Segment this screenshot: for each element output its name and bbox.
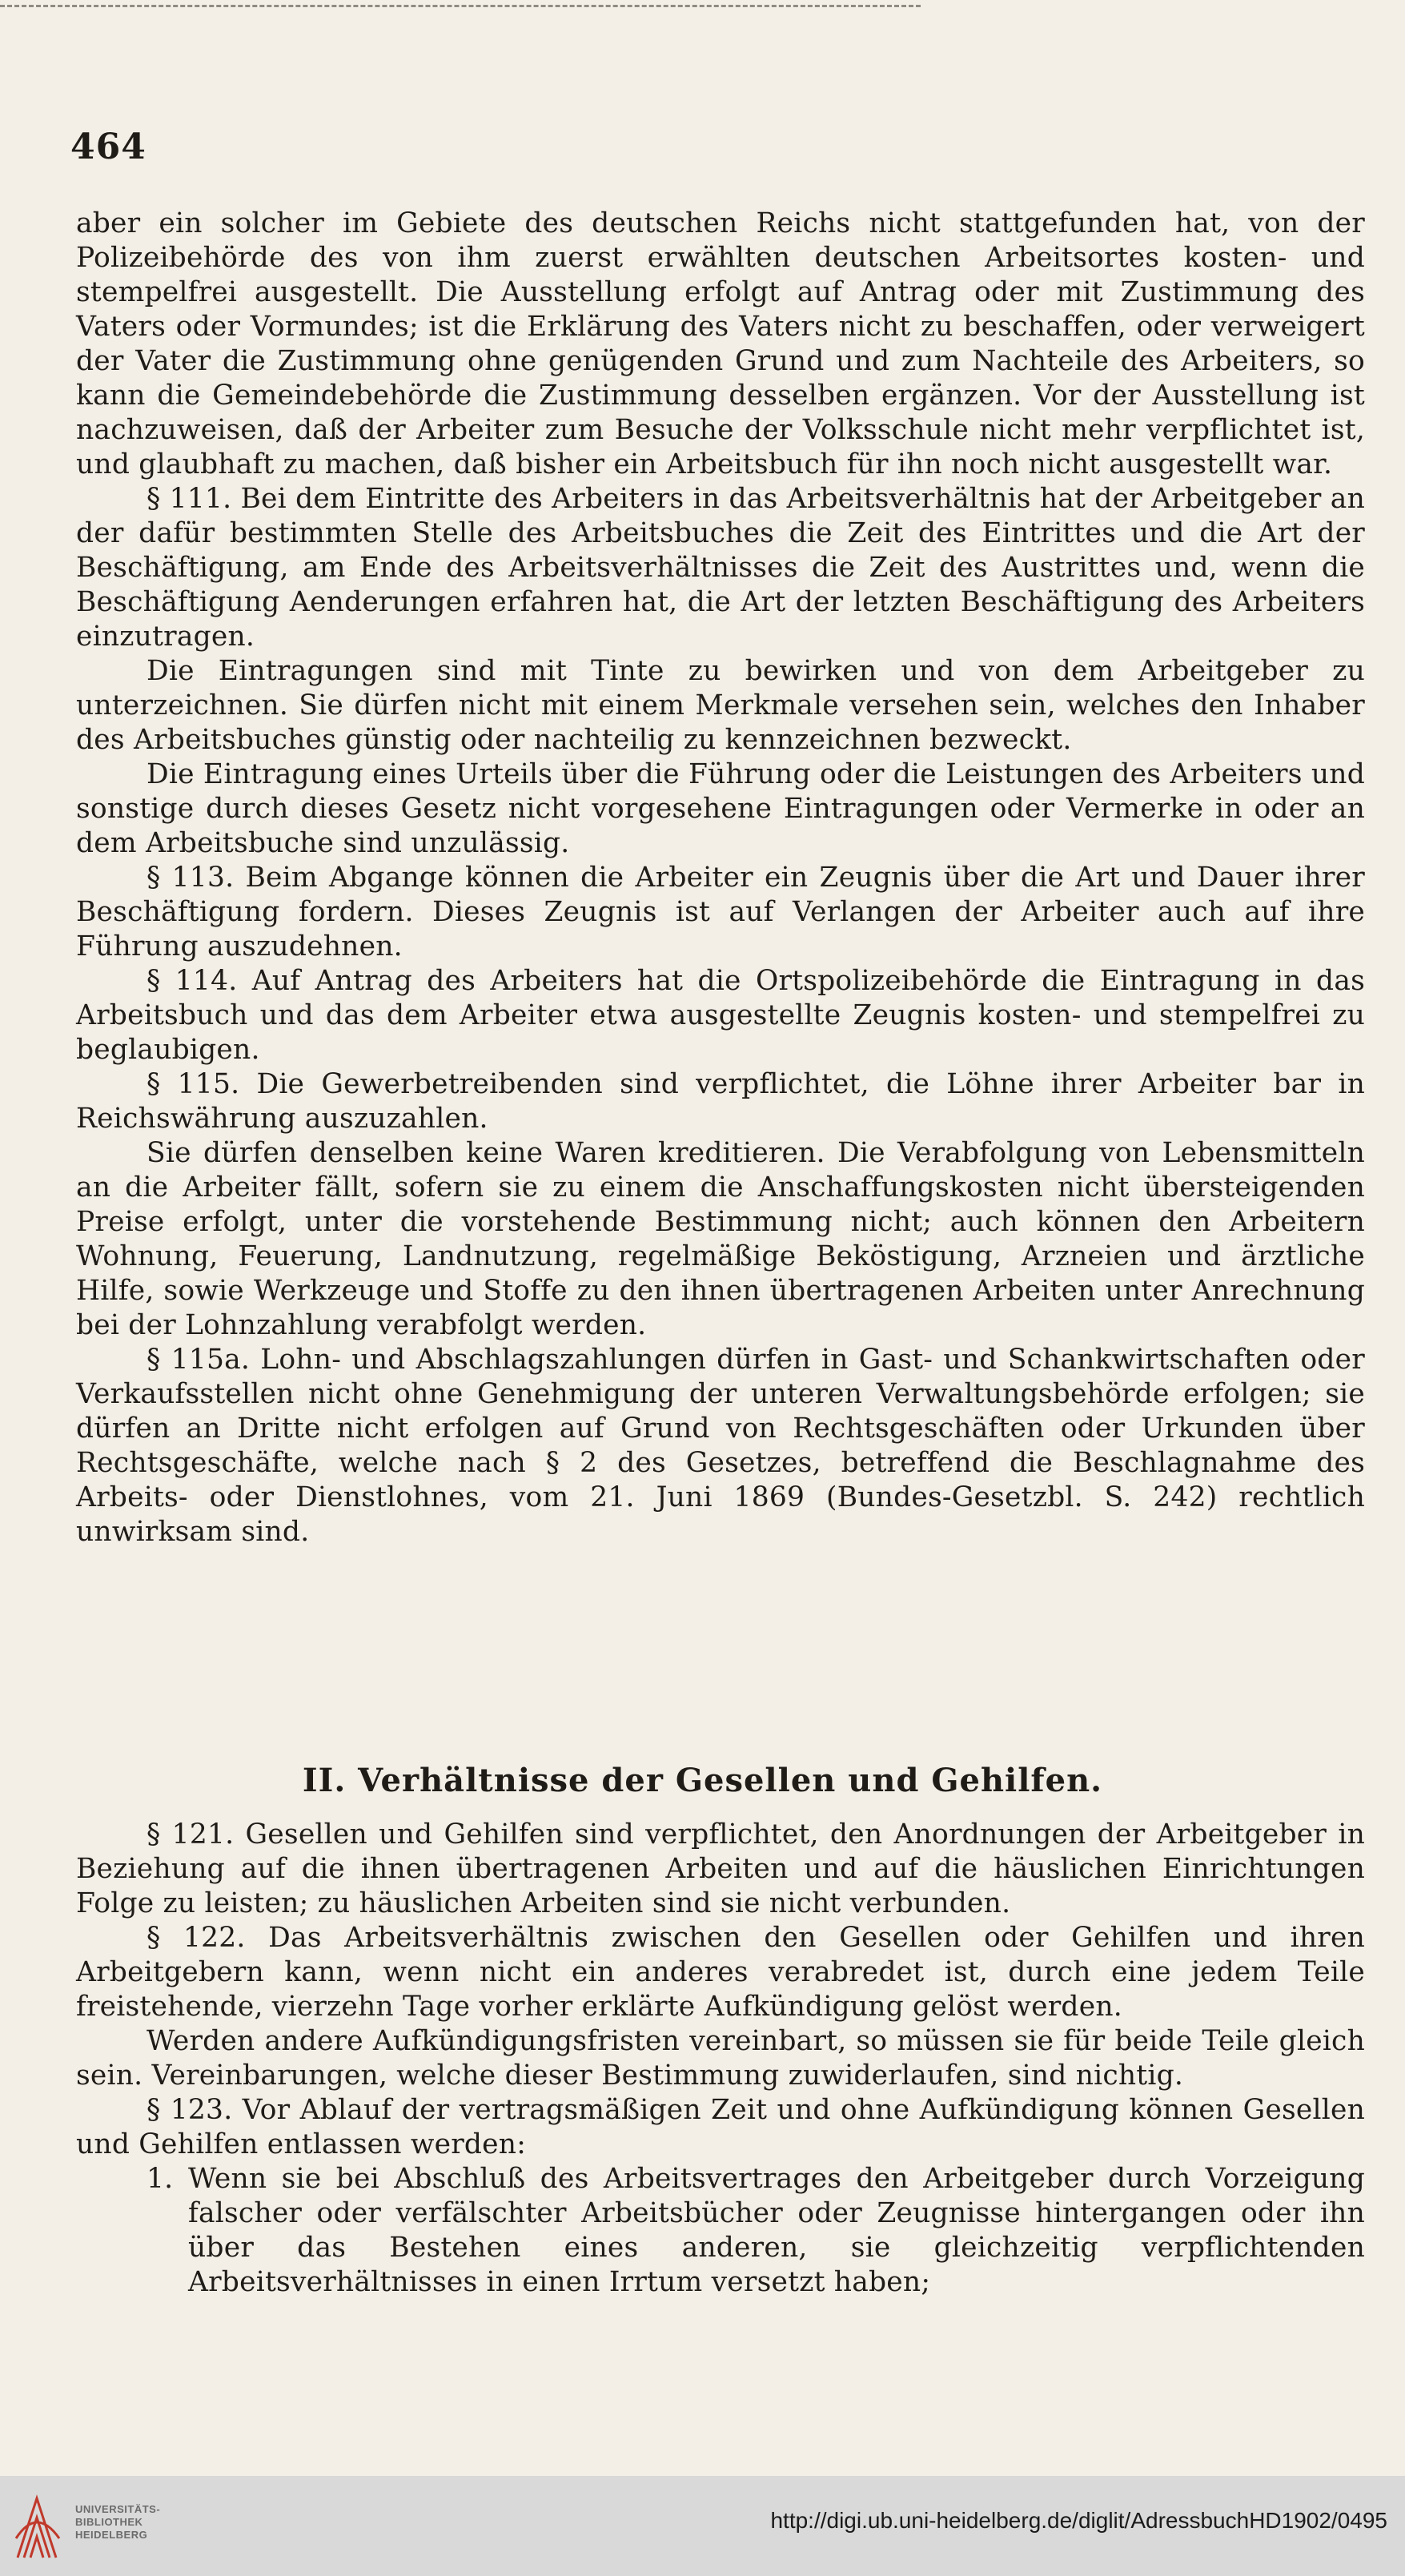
logo-line-3: HEIDELBERG xyxy=(75,2529,148,2541)
library-logo-icon xyxy=(13,2490,62,2562)
paragraph-123: § 123. Vor Ablauf der vertragsmäßigen Zeit und ohne Aufkündigung können Gesellen und Gehilfen entlassen werden: xyxy=(76,2094,1365,2160)
paragraph-113: § 113. Beim Abgange können die Arbeiter ein Zeugnis über die Art und Dauer ihrer Beschäftigung fordern. Dieses Zeugnis ist auf Verlangen der Arbeiter auch auf ihre Führung auszudehnen. xyxy=(76,862,1365,962)
paragraph-fristen: Werden andere Aufkündigungsfristen vereinbart, so müssen sie für beide Teile gleich sein. Vereinbarungen, welche dieser Bestimmung zuwiderlaufen, sind nichtig. xyxy=(76,2025,1365,2092)
paragraph-urteil: Die Eintragung eines Urteils über die Führung oder die Leistungen des Arbeiters und sonstige durch dieses Gesetz nicht vorgesehene Eintragungen oder Vermerke in oder an dem Arbeitsbuche sind unzulässig. xyxy=(76,758,1365,859)
list-item-number: 1. xyxy=(147,2163,174,2195)
paragraph-eintragungen: Die Eintragungen sind mit Tinte zu bewirken und von dem Arbeitgeber zu unterzeichnen. Sie dürfen nicht mit einem Merkmale versehen sein, welches den Inhaber des Arbeitsbuches günstig oder nachteilig zu kennzeichnen bezweckt. xyxy=(76,655,1365,756)
library-logo-text xyxy=(75,2503,160,2542)
main-text-section-1 xyxy=(76,207,1365,1549)
list-item-1 xyxy=(76,2162,1365,2300)
list-item-text: Wenn sie bei Abschluß des Arbeitsvertrages den Arbeitgeber durch Vorzeigung falscher oder verfälschter Arbeitsbücher oder Zeugnisse hintergangen oder ihn über das Bestehen eines anderen, sie gleichzeitig verpflichtenden Arbeitsverhältnisses in einen Irrtum versetzt haben; xyxy=(188,2163,1365,2298)
logo-line-1: UNIVERSITÄTS- xyxy=(75,2503,161,2515)
paragraph-115a: § 115a. Lohn- und Abschlagszahlungen dürfen in Gast- und Schankwirtschaften oder Verkaufsstellen nicht ohne Genehmigung der unteren Verwaltungsbehörde erfolgen; sie dürfen an Dritte nicht erfolgen auf Grund von Rechtsgeschäften oder Urkunden über Rechtsgeschäfte, welche nach § 2 des Gesetzes, betreffend die Beschlagnahme des Arbeits- oder Dienstlohnes, vom 21. Juni 1869 (Bundes-Gesetzbl. S. 242) rechtlich unwirksam sind. xyxy=(76,1344,1365,1548)
source-url-link[interactable]: http://digi.ub.uni-heidelberg.de/diglit/AdressbuchHD1902/0495 xyxy=(770,2508,1387,2533)
paragraph-waren: Sie dürfen denselben keine Waren kreditieren. Die Verabfolgung von Lebensmitteln an die Arbeiter fällt, sofern sie zu einem die Anschaffungskosten nicht übersteigenden Preise erfolgt, unter die vorstehende Bestimmung nicht; auch können den Arbeitern Wohnung, Feuerung, Landnutzung, regelmäßige Beköstigung, Arzneien und ärztliche Hilfe, sowie Werkzeuge und Stoffe zu den ihnen übertragenen Arbeiten unter Anrechnung bei der Lohnzahlung verabfolgt werden. xyxy=(76,1137,1365,1341)
paragraph-115: § 115. Die Gewerbetreibenden sind verpflichtet, die Löhne ihrer Arbeiter bar in Reichswährung auszuzahlen. xyxy=(76,1068,1365,1135)
paragraph-114: § 114. Auf Antrag des Arbeiters hat die Ortspolizeibehörde die Eintragung in das Arbeitsbuch und das dem Arbeiter etwa ausgestellte Zeugnis kosten- und stempelfrei zu beglaubigen. xyxy=(76,965,1365,1066)
scan-edge-line xyxy=(0,5,921,7)
paragraph-121: § 121. Gesellen und Gehilfen sind verpflichtet, den Anordnungen der Arbeitgeber in Beziehung auf die ihnen übertragenen Arbeiten und auf die häuslichen Einrichtungen Folge zu leisten; zu häuslichen Arbeiten sind sie nicht verbunden. xyxy=(76,1818,1365,1919)
paragraph-111: § 111. Bei dem Eintritte des Arbeiters in das Arbeitsverhältnis hat der Arbeitgeber an der dafür bestimmten Stelle des Arbeitsbuches die Zeit des Eintrittes und die Art der Beschäftigung, am Ende des Arbeitsverhältnisses die Zeit des Austrittes und, wenn die Beschäftigung Aenderungen erfahren hat, die Art der letzten Beschäftigung des Arbeiters einzutragen. xyxy=(76,483,1365,653)
logo-line-2: BIBLIOTHEK xyxy=(75,2516,143,2528)
page-number: 464 xyxy=(70,127,147,167)
main-text-section-2 xyxy=(76,1818,1365,2300)
section-heading: II. Verhältnisse der Gesellen und Gehilfen. xyxy=(302,1762,1103,1799)
paragraph-122: § 122. Das Arbeitsverhältnis zwischen den Gesellen oder Gehilfen und ihren Arbeitgebern kann, wenn nicht ein anderes verabredet ist, durch eine jedem Teile freistehende, vierzehn Tage vorher erklärte Aufkündigung gelöst werden. xyxy=(76,1922,1365,2023)
paragraph-continuation: aber ein solcher im Gebiete des deutschen Reichs nicht stattgefunden hat, von der Polizeibehörde des von ihm zuerst erwählten deutschen Arbeitsortes kosten- und stempelfrei ausgestellt. Die Ausstellung erfolgt auf Antrag oder mit Zustimmung des Vaters oder Vormundes; ist die Erklärung des Vaters nicht zu beschaffen, oder verweigert der Vater die Zustimmung ohne genügenden Grund und zum Nachteile des Arbeiters, so kann die Gemeindebehörde die Zustimmung desselben ergänzen. Vor der Ausstellung ist nachzuweisen, daß der Arbeiter zum Besuche der Volksschule nicht mehr verpflichtet ist, und glaubhaft zu machen, daß bisher ein Arbeitsbuch für ihn noch nicht ausgestellt war. xyxy=(76,207,1365,480)
footer-bar xyxy=(0,2476,1405,2576)
